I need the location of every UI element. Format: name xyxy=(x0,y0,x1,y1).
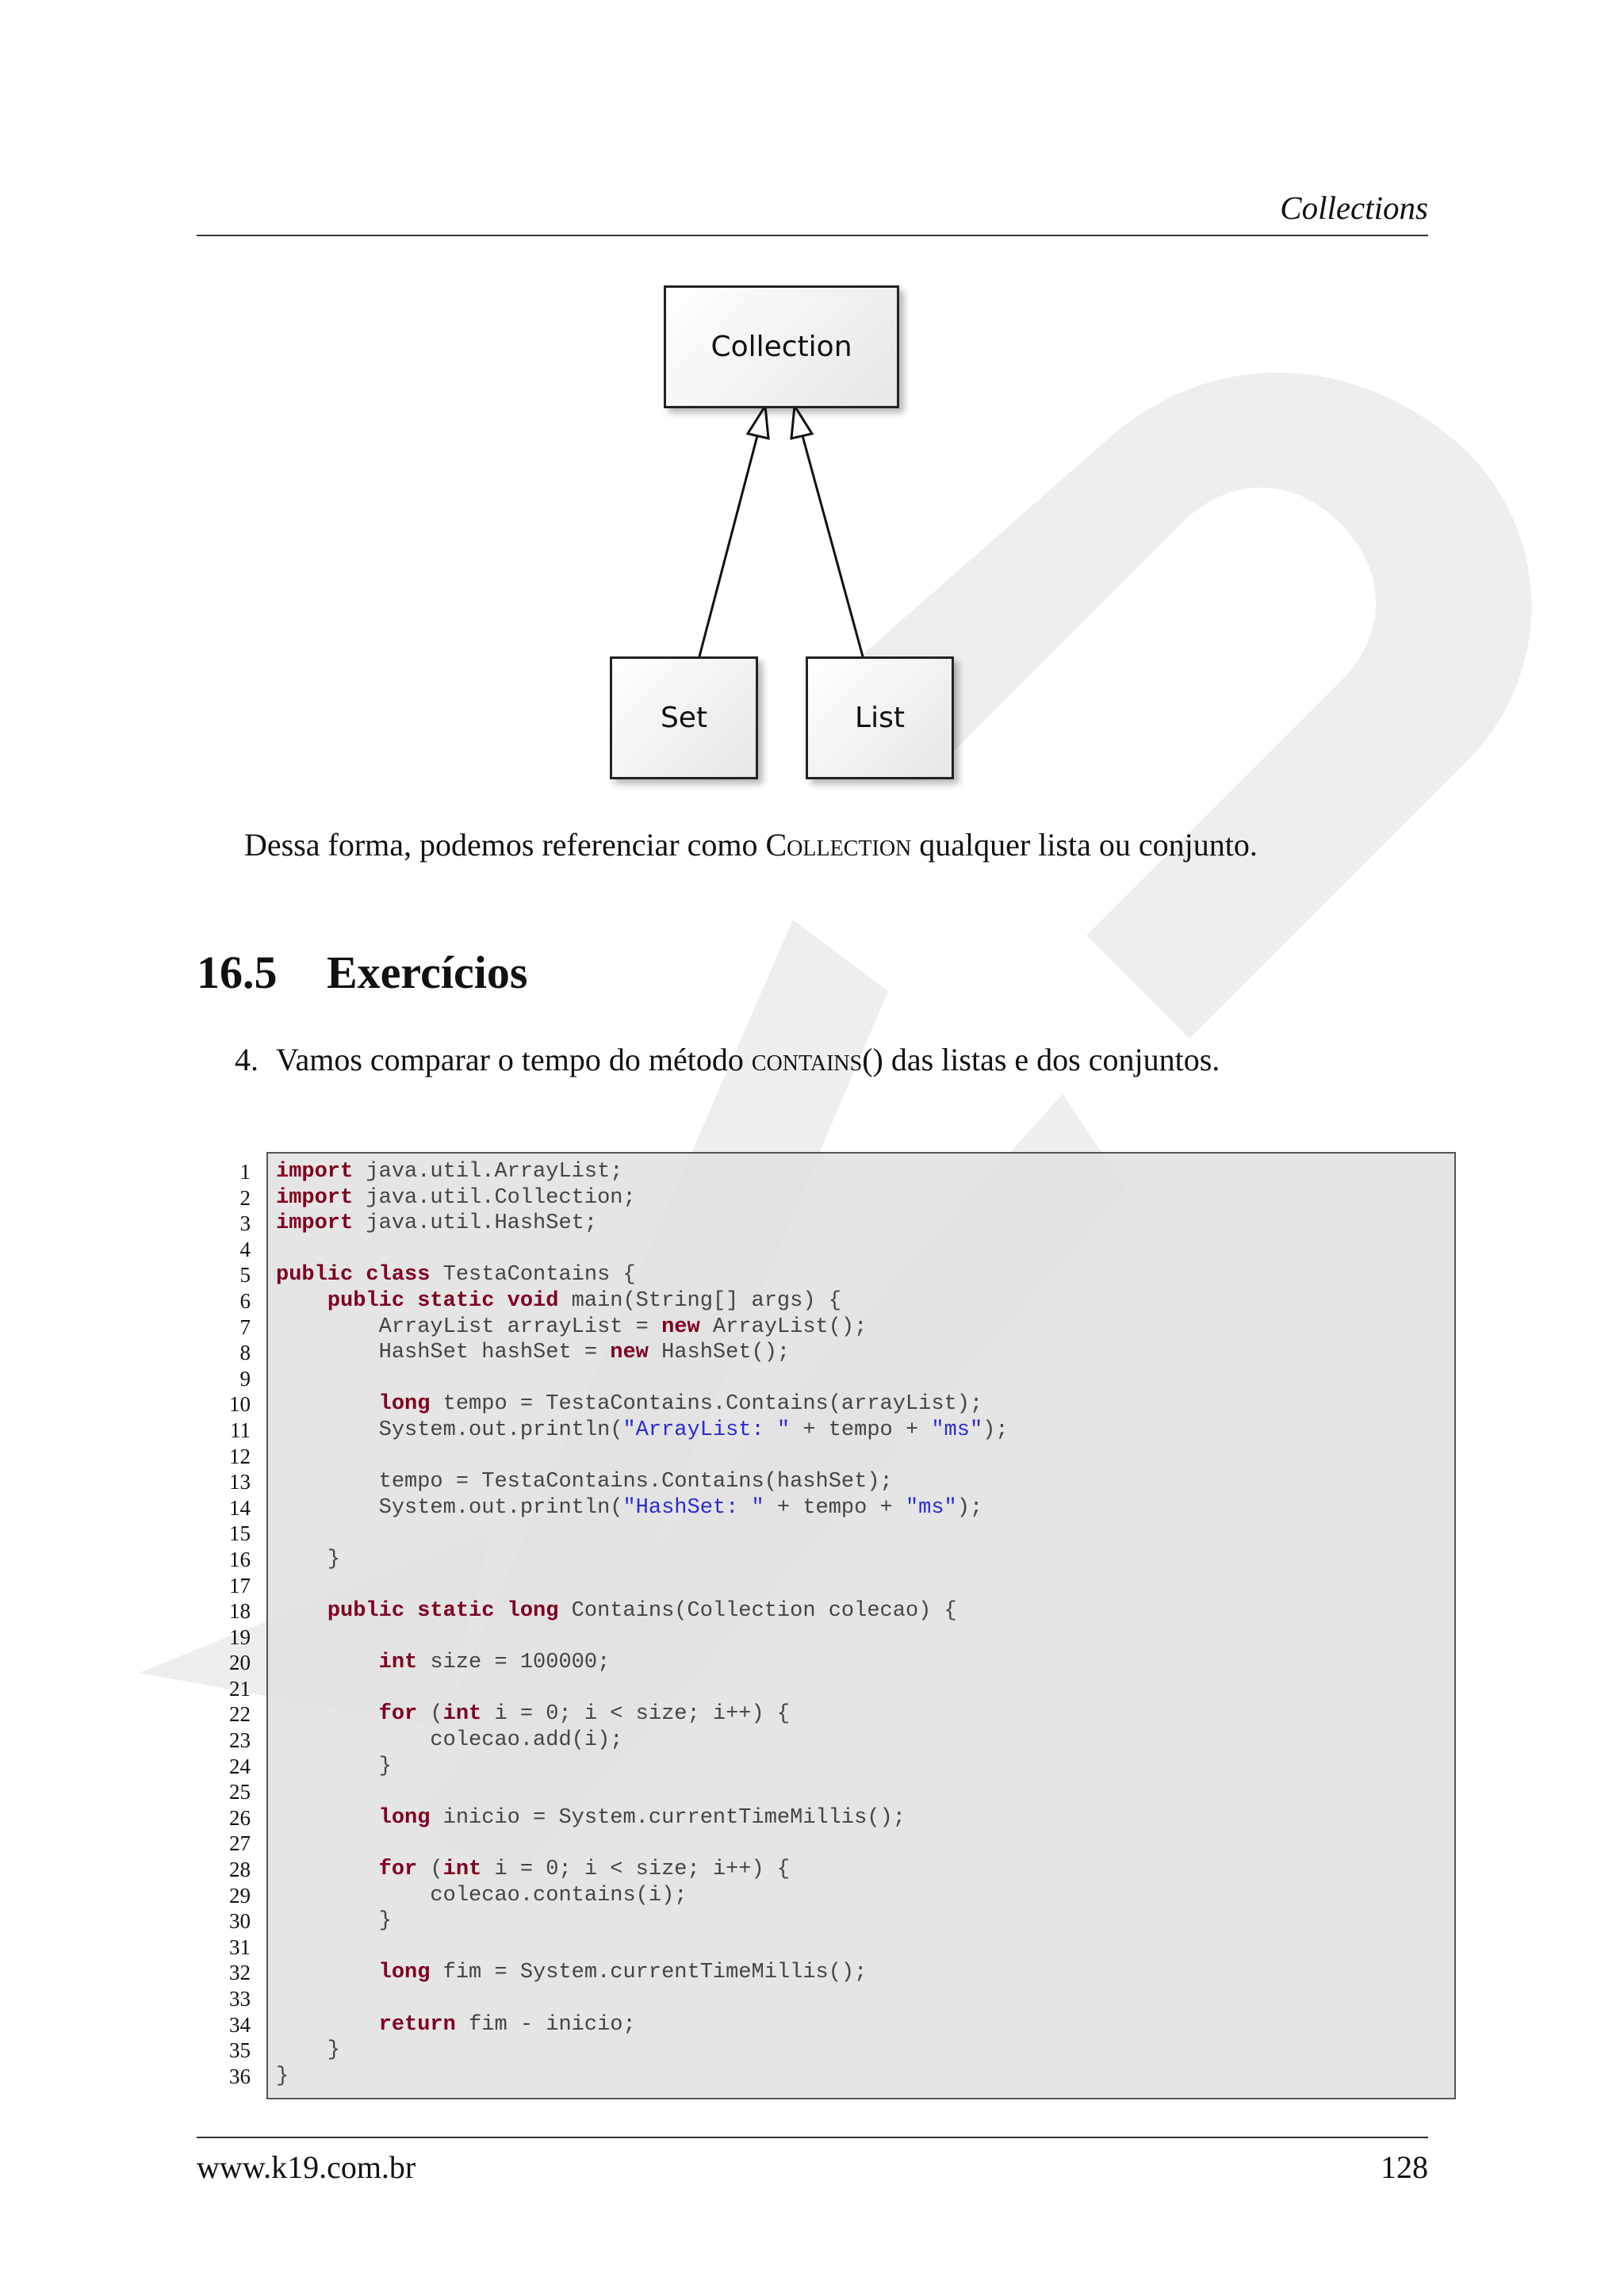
code-line xyxy=(276,1573,1009,1599)
line-number: 33 xyxy=(229,1987,251,2011)
code-text: ( xyxy=(417,1702,443,1727)
code-keyword: long xyxy=(378,1961,431,1985)
code-text: } xyxy=(276,1754,392,1778)
line-number: 14 xyxy=(229,1495,251,1520)
line-number: 13 xyxy=(229,1470,251,1494)
line-number: 1 xyxy=(239,1160,251,1184)
code-text: ArrayList(); xyxy=(699,1314,868,1339)
code-text: ); xyxy=(982,1418,1009,1442)
code-text: tempo = TestaContains.Contains(hashSet); xyxy=(276,1470,893,1494)
code-text: ); xyxy=(956,1495,983,1520)
code-keyword: new xyxy=(661,1314,700,1339)
line-number: 24 xyxy=(229,1754,251,1778)
line-number: 21 xyxy=(229,1676,251,1701)
exercise-text-end: () das listas e dos conjuntos. xyxy=(862,1042,1220,1077)
code-line xyxy=(276,2064,1009,2090)
code-line xyxy=(276,1340,1009,1366)
set-class-label: Set xyxy=(660,702,708,734)
code-text: java.util.HashSet; xyxy=(353,1211,598,1236)
code-text: inicio = System.currentTimeMillis(); xyxy=(430,1805,906,1830)
code-text: size = 100000; xyxy=(417,1651,611,1675)
code-keyword: int xyxy=(442,1702,482,1727)
code-text xyxy=(276,1806,379,1830)
code-text: fim - inicio; xyxy=(455,2012,636,2037)
code-keyword: int xyxy=(378,1651,418,1675)
line-number: 2 xyxy=(239,1185,251,1210)
code-text xyxy=(353,1263,366,1287)
code-keyword: public xyxy=(327,1599,405,1624)
code-keyword: public xyxy=(276,1263,354,1288)
line-number: 8 xyxy=(239,1341,251,1365)
code-keyword: return xyxy=(378,2012,456,2037)
code-line xyxy=(276,1495,1009,1521)
code-line xyxy=(276,1960,1009,1986)
line-number: 31 xyxy=(229,1934,251,1959)
paragraph-text-start: Dessa forma, podemos referenciar como xyxy=(244,827,766,863)
code-keyword: static xyxy=(417,1599,495,1624)
code-line xyxy=(276,1908,1009,1934)
code-text: HashSet hashSet = xyxy=(276,1341,611,1365)
line-number: 7 xyxy=(239,1314,251,1339)
code-line xyxy=(276,1262,1009,1288)
collection-class-label: Collection xyxy=(710,331,852,363)
code-line xyxy=(276,1185,1009,1211)
section-number: 16.5 xyxy=(197,947,278,998)
code-keyword: import xyxy=(276,1185,354,1210)
code-text xyxy=(276,1961,379,1984)
code-text: + tempo + xyxy=(790,1418,932,1442)
code-line xyxy=(276,1728,1009,1754)
code-text xyxy=(276,1651,379,1674)
footer-rule xyxy=(197,2137,1428,2138)
line-number: 25 xyxy=(229,1780,251,1804)
line-number: 29 xyxy=(229,1883,251,1908)
code-text: colecao.add(i); xyxy=(276,1728,623,1753)
code-text: TestaContains { xyxy=(430,1263,636,1288)
code-line xyxy=(276,1701,1009,1728)
paragraph-text-end: qualquer lista ou conjunto. xyxy=(911,827,1258,863)
code-line xyxy=(276,1444,1009,1470)
line-number: 18 xyxy=(229,1599,251,1624)
line-number: 26 xyxy=(229,1805,251,1830)
code-line xyxy=(276,1831,1009,1857)
code-text: HashSet(); xyxy=(648,1341,791,1365)
code-keyword: import xyxy=(276,1211,354,1236)
code-text xyxy=(404,1599,417,1623)
code-text xyxy=(276,2013,379,2037)
code-text: main(String[] args) { xyxy=(558,1288,841,1313)
code-line xyxy=(276,1547,1009,1573)
code-text xyxy=(494,1599,507,1623)
code-text: java.util.ArrayList; xyxy=(353,1160,623,1184)
code-line xyxy=(276,1288,1009,1314)
code-line xyxy=(276,1857,1009,1883)
code-text: } xyxy=(276,1909,392,1934)
line-number: 30 xyxy=(229,1909,251,1934)
code-line xyxy=(276,1521,1009,1547)
line-number: 5 xyxy=(239,1263,251,1288)
code-line xyxy=(276,1624,1009,1651)
code-line xyxy=(276,1237,1009,1263)
code-line xyxy=(276,1418,1009,1444)
code-line-numbers xyxy=(182,1159,251,2089)
code-line xyxy=(276,1650,1009,1676)
exercise-item xyxy=(235,1041,1220,1078)
line-number: 11 xyxy=(230,1418,251,1442)
code-line xyxy=(276,1469,1009,1495)
code-text: i = 0; i < size; i++) { xyxy=(481,1858,791,1882)
code-keyword: void xyxy=(507,1288,559,1313)
code-text: Contains(Collection colecao) { xyxy=(558,1599,957,1624)
code-string: "ms" xyxy=(931,1418,983,1442)
code-line xyxy=(276,1883,1009,1909)
body-paragraph xyxy=(244,826,1258,863)
line-number: 36 xyxy=(229,2064,251,2088)
code-line xyxy=(276,1314,1009,1341)
code-line xyxy=(276,2012,1009,2038)
footer-url: www.k19.com.br xyxy=(197,2149,416,2185)
list-class-label: List xyxy=(855,702,905,734)
code-text: tempo = TestaContains.Contains(arrayList); xyxy=(430,1392,983,1417)
code-text: ArrayList arrayList = xyxy=(276,1314,662,1339)
line-number: 23 xyxy=(229,1728,251,1753)
code-line xyxy=(276,1211,1009,1237)
line-number: 34 xyxy=(229,2012,251,2037)
line-number: 22 xyxy=(229,1702,251,1727)
code-text: } xyxy=(276,2038,341,2063)
code-keyword: long xyxy=(378,1392,431,1417)
code-text xyxy=(276,1858,379,1881)
code-line xyxy=(276,1779,1009,1805)
code-text: colecao.contains(i); xyxy=(276,1883,688,1908)
code-string: "HashSet: " xyxy=(622,1495,764,1520)
code-string: "ArrayList: " xyxy=(622,1418,791,1442)
code-line xyxy=(276,1805,1009,1831)
line-number: 17 xyxy=(229,1573,251,1598)
code-line xyxy=(276,1598,1009,1624)
code-keyword: int xyxy=(442,1858,482,1882)
code-text xyxy=(276,1392,379,1416)
contains-term: contains xyxy=(751,1042,863,1077)
code-line xyxy=(276,1366,1009,1392)
code-text xyxy=(276,1289,327,1313)
code-text: i = 0; i < size; i++) { xyxy=(481,1702,791,1727)
line-number: 15 xyxy=(229,1521,251,1546)
code-keyword: for xyxy=(378,1858,418,1882)
collection-term: Collection xyxy=(765,827,912,863)
running-header-title: Collections xyxy=(1280,189,1428,226)
line-number: 27 xyxy=(229,1831,251,1856)
line-number: 35 xyxy=(229,2038,251,2063)
code-keyword: static xyxy=(417,1288,495,1313)
line-number: 28 xyxy=(229,1858,251,1882)
line-number: 6 xyxy=(239,1288,251,1313)
code-text xyxy=(276,1702,379,1726)
code-text: } xyxy=(276,2064,289,2088)
section-heading xyxy=(197,946,527,999)
code-line xyxy=(276,2038,1009,2064)
code-text xyxy=(276,1599,327,1623)
code-text: fim = System.currentTimeMillis(); xyxy=(430,1961,868,1985)
code-keyword: public xyxy=(327,1288,405,1313)
code-text: } xyxy=(276,1547,341,1571)
code-line xyxy=(276,1986,1009,2012)
code-line xyxy=(276,1391,1009,1418)
code-keyword: class xyxy=(366,1263,431,1288)
code-line xyxy=(276,1159,1009,1185)
code-line xyxy=(276,1676,1009,1702)
code-line xyxy=(276,1754,1009,1780)
code-listing xyxy=(276,1159,1009,2089)
line-number: 9 xyxy=(239,1366,251,1391)
line-number: 20 xyxy=(229,1651,251,1675)
code-text xyxy=(494,1289,507,1313)
code-text xyxy=(404,1289,417,1313)
code-line xyxy=(276,1934,1009,1961)
line-number: 32 xyxy=(229,1961,251,1985)
code-text: ( xyxy=(417,1858,443,1882)
line-number: 12 xyxy=(229,1444,251,1468)
code-text: System.out.println( xyxy=(276,1418,623,1442)
code-string: "ms" xyxy=(905,1495,957,1520)
line-number: 3 xyxy=(239,1211,251,1236)
code-keyword: import xyxy=(276,1160,354,1184)
code-keyword: long xyxy=(378,1805,431,1830)
section-title-text: Exercícios xyxy=(327,947,528,998)
line-number: 19 xyxy=(229,1624,251,1649)
code-keyword: new xyxy=(610,1341,649,1365)
code-keyword: for xyxy=(378,1702,418,1727)
code-text: + tempo + xyxy=(764,1495,906,1520)
exercise-number: 4. xyxy=(235,1042,259,1077)
line-number: 16 xyxy=(229,1547,251,1571)
code-text: java.util.Collection; xyxy=(353,1185,636,1210)
line-number: 10 xyxy=(229,1392,251,1417)
exercise-text-start: Vamos comparar o tempo do método xyxy=(276,1042,752,1077)
collection-class-box xyxy=(664,285,899,408)
page-number: 128 xyxy=(1381,2149,1428,2185)
code-text: System.out.println( xyxy=(276,1495,623,1520)
line-number: 4 xyxy=(239,1237,251,1261)
set-class-box xyxy=(610,656,758,779)
code-keyword: long xyxy=(507,1599,559,1624)
list-class-box xyxy=(806,656,954,779)
